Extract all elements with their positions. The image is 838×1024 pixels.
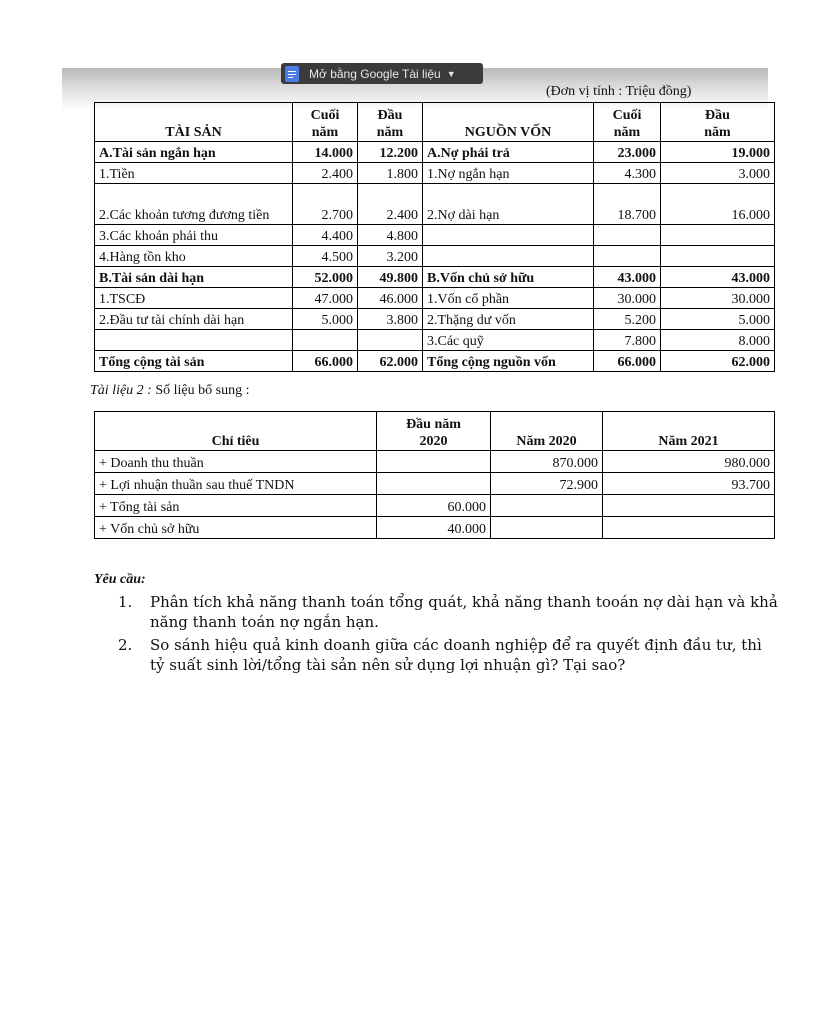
header-assets: TÀI SẢN xyxy=(95,103,293,142)
header-begin-2020: Đầu năm 2020 xyxy=(377,412,491,451)
asset-cell: 3.Các khoản phải thu xyxy=(95,225,293,246)
table-row xyxy=(95,267,775,288)
asset-begin-cell: 4.800 xyxy=(358,225,423,246)
header-sources: NGUỒN VỐN xyxy=(423,103,594,142)
requirement-item xyxy=(118,592,838,632)
y2020-cell: 72.900 xyxy=(491,473,603,495)
begin-cell: 40.000 xyxy=(377,517,491,539)
asset-cell: 2.Các khoản tương đương tiền xyxy=(95,184,293,225)
table-row xyxy=(95,288,775,309)
begin-cell xyxy=(377,451,491,473)
indicator-cell: + Vốn chủ sở hữu xyxy=(95,517,377,539)
header-begin-year: Đầu năm xyxy=(358,103,423,142)
asset-cell: 4.Hàng tồn kho xyxy=(95,246,293,267)
source-end-cell xyxy=(594,225,661,246)
asset-begin-cell: 46.000 xyxy=(358,288,423,309)
unit-note: (Đơn vị tính : Triệu đồng) xyxy=(546,84,692,99)
source-end-cell: 30.000 xyxy=(594,288,661,309)
source-end-cell: 7.800 xyxy=(594,330,661,351)
caret-down-icon[interactable]: ▼ xyxy=(446,68,456,79)
table-row xyxy=(95,142,775,163)
table-row xyxy=(95,495,775,517)
source-begin-cell: 16.000 xyxy=(661,184,775,225)
y2020-cell xyxy=(491,517,603,539)
asset-end-cell: 5.000 xyxy=(293,309,358,330)
requirement-line: So sánh hiệu quả kinh doanh giữa các doanh nghiệp để ra quyết định đầu tư, thì xyxy=(150,636,762,654)
source-cell: B.Vốn chủ sở hữu xyxy=(423,267,594,288)
source-cell xyxy=(423,246,594,267)
requirement-text xyxy=(150,635,838,675)
asset-end-cell xyxy=(293,330,358,351)
header-begin-year-2: Đầu năm xyxy=(661,103,775,142)
document-2-caption xyxy=(90,383,249,399)
requirement-number: 1. xyxy=(118,593,133,611)
requirement-item xyxy=(118,635,838,675)
indicator-cell: + Lợi nhuận thuần sau thuế TNDN xyxy=(95,473,377,495)
requirement-line: tỷ suất sinh lời/tổng tài sản nên sử dụng lợi nhuận gì? Tại sao? xyxy=(150,656,626,674)
requirement-line: Phân tích khả năng thanh toán tổng quát, khả năng thanh tooán nợ dài hạn và khả xyxy=(150,593,778,611)
open-in-google-docs-label: Mở bằng Google Tài liệu xyxy=(309,66,441,81)
y2021-cell: 980.000 xyxy=(603,451,775,473)
header-end-year: Cuối năm xyxy=(293,103,358,142)
asset-cell: 2.Đầu tư tài chính dài hạn xyxy=(95,309,293,330)
y2021-cell xyxy=(603,495,775,517)
source-end-cell: 18.700 xyxy=(594,184,661,225)
requirements-title: Yêu cầu: xyxy=(94,572,146,587)
table-row xyxy=(95,225,775,246)
asset-end-cell: 2.700 xyxy=(293,184,358,225)
source-begin-cell: 8.000 xyxy=(661,330,775,351)
table-row xyxy=(95,184,775,225)
source-cell: 3.Các quỹ xyxy=(423,330,594,351)
y2020-cell xyxy=(491,495,603,517)
asset-begin-cell: 1.800 xyxy=(358,163,423,184)
requirement-text xyxy=(150,592,838,632)
asset-end-cell: 66.000 xyxy=(293,351,358,372)
asset-begin-cell: 3.200 xyxy=(358,246,423,267)
asset-end-cell: 2.400 xyxy=(293,163,358,184)
table-header-row xyxy=(95,103,775,142)
asset-cell: A.Tài sản ngắn hạn xyxy=(95,142,293,163)
asset-end-cell: 14.000 xyxy=(293,142,358,163)
asset-cell xyxy=(95,330,293,351)
google-docs-icon xyxy=(285,66,299,82)
y2020-cell: 870.000 xyxy=(491,451,603,473)
balance-sheet-table xyxy=(94,102,775,372)
asset-cell: 1.TSCĐ xyxy=(95,288,293,309)
asset-cell: B.Tài sản dài hạn xyxy=(95,267,293,288)
source-begin-cell: 3.000 xyxy=(661,163,775,184)
y2021-cell xyxy=(603,517,775,539)
source-end-cell xyxy=(594,246,661,267)
source-end-cell: 43.000 xyxy=(594,267,661,288)
source-end-cell: 66.000 xyxy=(594,351,661,372)
source-begin-cell: 30.000 xyxy=(661,288,775,309)
asset-end-cell: 4.500 xyxy=(293,246,358,267)
asset-end-cell: 52.000 xyxy=(293,267,358,288)
table-row-total xyxy=(95,351,775,372)
asset-begin-cell: 2.400 xyxy=(358,184,423,225)
source-begin-cell xyxy=(661,246,775,267)
source-end-cell: 23.000 xyxy=(594,142,661,163)
source-begin-cell: 62.000 xyxy=(661,351,775,372)
source-begin-cell xyxy=(661,225,775,246)
source-cell: 1.Nợ ngắn hạn xyxy=(423,163,594,184)
source-cell: 2.Nợ dài hạn xyxy=(423,184,594,225)
begin-cell: 60.000 xyxy=(377,495,491,517)
source-cell: 1.Vốn cổ phần xyxy=(423,288,594,309)
asset-begin-cell: 49.800 xyxy=(358,267,423,288)
table-row xyxy=(95,473,775,495)
asset-end-cell: 4.400 xyxy=(293,225,358,246)
table-row xyxy=(95,163,775,184)
requirements-list xyxy=(118,592,838,678)
asset-begin-cell: 3.800 xyxy=(358,309,423,330)
begin-cell xyxy=(377,473,491,495)
header-indicator: Chỉ tiêu xyxy=(95,412,377,451)
table-row xyxy=(95,246,775,267)
header-end-year-2: Cuối năm xyxy=(594,103,661,142)
requirement-line: năng thanh toán nợ ngắn hạn. xyxy=(150,613,379,631)
asset-begin-cell: 62.000 xyxy=(358,351,423,372)
source-begin-cell: 5.000 xyxy=(661,309,775,330)
asset-begin-cell xyxy=(358,330,423,351)
source-cell: A.Nợ phải trả xyxy=(423,142,594,163)
header-year-2021: Năm 2021 xyxy=(603,412,775,451)
source-begin-cell: 19.000 xyxy=(661,142,775,163)
table-row xyxy=(95,517,775,539)
asset-end-cell: 47.000 xyxy=(293,288,358,309)
document-2-label: Tài liệu 2 : xyxy=(90,383,152,398)
table-row xyxy=(95,451,775,473)
source-cell: 2.Thặng dư vốn xyxy=(423,309,594,330)
source-cell: Tổng cộng nguồn vốn xyxy=(423,351,594,372)
asset-cell: 1.Tiền xyxy=(95,163,293,184)
supplement-table xyxy=(94,411,775,539)
source-end-cell: 4.300 xyxy=(594,163,661,184)
table-row xyxy=(95,330,775,351)
indicator-cell: + Doanh thu thuần xyxy=(95,451,377,473)
asset-begin-cell: 12.200 xyxy=(358,142,423,163)
table-row xyxy=(95,309,775,330)
indicator-cell: + Tổng tài sản xyxy=(95,495,377,517)
requirement-number: 2. xyxy=(118,636,133,654)
document-2-text: Số liệu bổ sung : xyxy=(155,383,250,398)
table-header-row xyxy=(95,412,775,451)
header-year-2020: Năm 2020 xyxy=(491,412,603,451)
source-cell xyxy=(423,225,594,246)
source-begin-cell: 43.000 xyxy=(661,267,775,288)
source-end-cell: 5.200 xyxy=(594,309,661,330)
open-in-google-docs-button[interactable] xyxy=(281,63,483,84)
y2021-cell: 93.700 xyxy=(603,473,775,495)
asset-cell: Tổng cộng tài sản xyxy=(95,351,293,372)
